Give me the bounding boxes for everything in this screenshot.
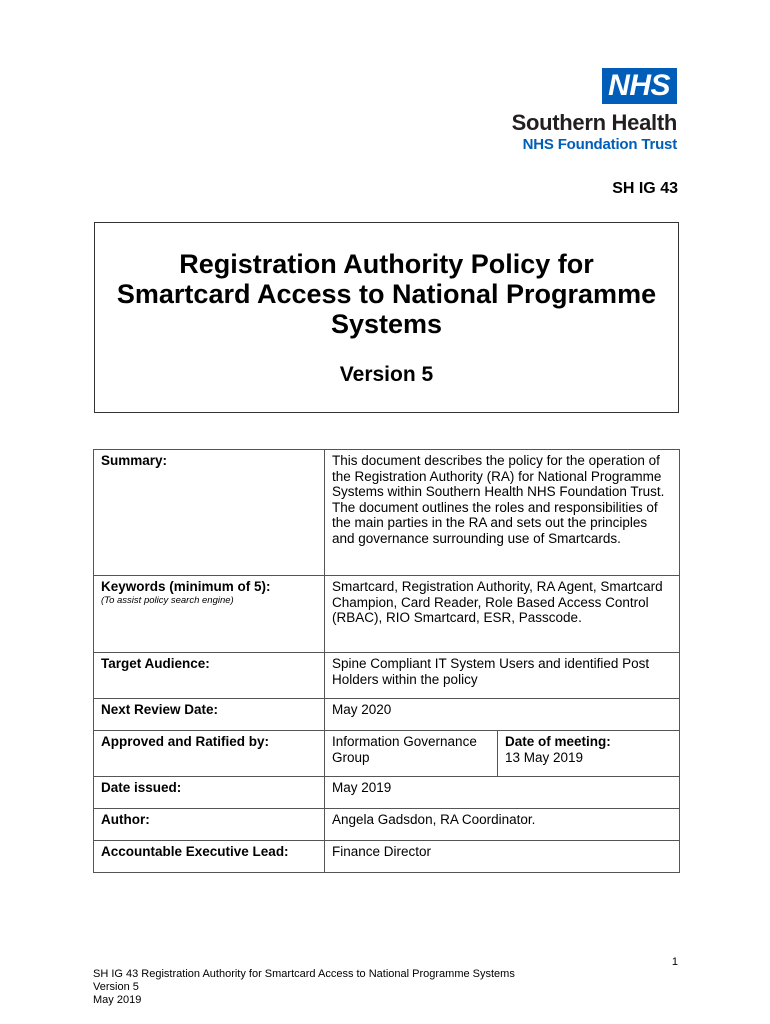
review-value: May 2020 [325,699,680,731]
footer-line-2: Version 5 [93,981,139,993]
table-row [94,731,680,777]
table-row [94,777,680,809]
title-line-3: Systems [330,309,443,339]
title-box [94,222,679,413]
org-subtitle: NHS Foundation Trust [522,136,677,153]
document-info-table [93,449,680,873]
document-title [95,249,678,339]
meeting-label: Date of meeting: [505,734,611,749]
approved-value: Information Governance Group [325,731,498,777]
table-row [94,653,680,699]
footer-line-1: SH IG 43 Registration Authority for Smartcard Access to National Programme Systems [93,968,515,980]
summary-value: This document describes the policy for the operation of the Registration Authority (RA) for National Programme Systems within Southern Health NHS Foundation Trust. The document outlines the roles and responsibilities of the main parties in the RA and sets out the principles and governance surrounding use of Smartcards. [325,450,680,576]
meeting-cell [498,731,680,777]
issued-value: May 2019 [325,777,680,809]
title-line-1: Registration Authority Policy for [179,249,594,279]
keywords-cell [94,576,325,653]
page-footer [93,968,515,1007]
keywords-value: Smartcard, Registration Authority, RA Agent, Smartcard Champion, Card Reader, Role Based Access Control (RBAC), RIO Smartcard, ESR, Passcode. [325,576,680,653]
table-row [94,699,680,731]
table-row [94,809,680,841]
issued-label: Date issued: [94,777,325,809]
exec-value: Finance Director [325,841,680,873]
keywords-label: Keywords (minimum of 5): [101,579,271,594]
exec-label: Accountable Executive Lead: [94,841,325,873]
author-label: Author: [94,809,325,841]
audience-label: Target Audience: [94,653,325,699]
approved-label: Approved and Ratified by: [94,731,325,777]
author-value: Angela Gadsdon, RA Coordinator. [325,809,680,841]
nhs-logo [512,68,677,154]
org-name: Southern Health [511,110,677,135]
document-code: SH IG 43 [612,180,678,197]
table-row [94,576,680,653]
audience-value: Spine Compliant IT System Users and identified Post Holders within the policy [325,653,680,699]
version-label: Version 5 [339,363,434,386]
meeting-value: 13 May 2019 [505,749,584,765]
table-row [94,450,680,576]
nhs-badge: NHS [602,68,677,104]
footer-line-3: May 2019 [93,994,142,1006]
review-label: Next Review Date: [94,699,325,731]
keywords-note: (To assist policy search engine) [101,594,234,606]
title-line-2: Smartcard Access to National Programme [116,279,657,309]
table-row [94,841,680,873]
page-number: 1 [671,956,678,968]
summary-label: Summary: [94,450,325,576]
